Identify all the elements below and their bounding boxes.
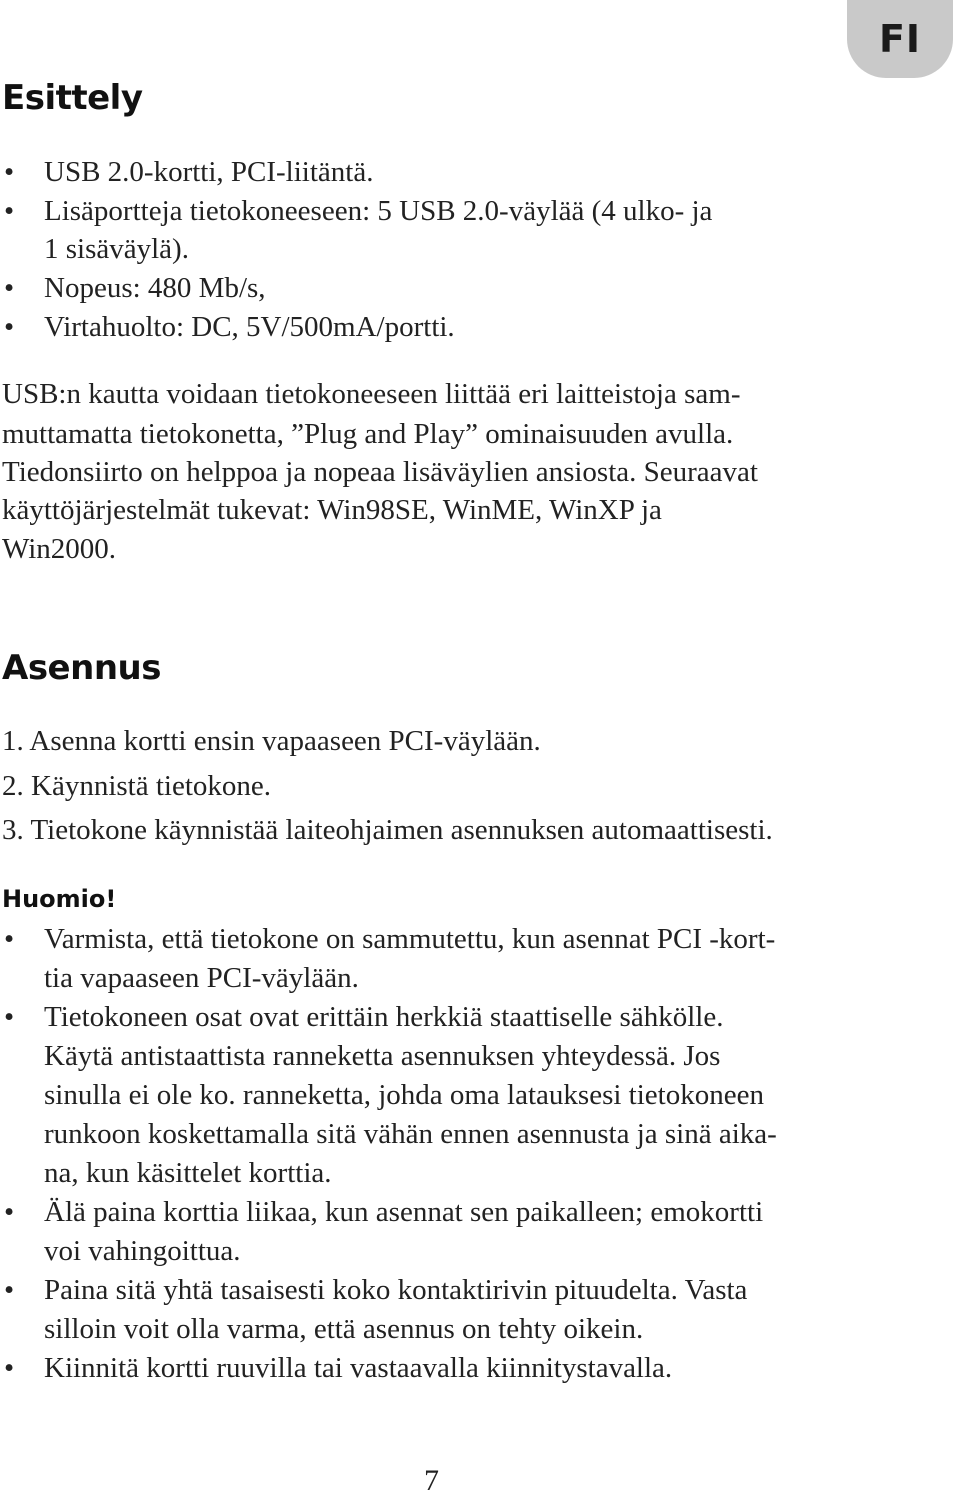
bullet-icon: • [4,1196,15,1228]
note-line: sinulla ei ole ko. ranneketta, johda oma latauksesi tietokoneen [44,1079,764,1111]
paragraph-line: käyttöjärjestelmät tukevat: Win98SE, WinME, WinXP ja [2,494,662,526]
page-number: 7 [424,1464,439,1495]
bullet-icon: • [4,1352,15,1384]
note-line: silloin voit olla varma, että asennus on tehty oikein. [44,1313,644,1345]
language-badge [847,0,953,78]
bullet-icon: • [4,1001,15,1033]
note-line: Kiinnitä kortti ruuvilla tai vastaavalla kiinnitystavalla. [44,1352,673,1384]
note-line: voi vahingoittua. [44,1235,241,1267]
feature-line: Virtahuolto: DC, 5V/500mA/portti. [44,311,455,343]
note-line: na, kun käsittelet korttia. [44,1157,332,1189]
feature-line: Nopeus: 480 Mb/s, [44,272,266,304]
bullet-icon: • [4,156,15,188]
feature-line: 1 sisäväylä). [44,233,189,265]
note-line: Tietokoneen osat ovat erittäin herkkiä staattiselle sähkölle. [44,1001,724,1033]
bullet-icon: • [4,195,15,227]
note-line: Varmista, että tietokone on sammutettu, kun asennat PCI -kort- [44,923,776,955]
paragraph-line: Win2000. [2,533,117,565]
paragraph-line: muttamatta tietokonetta, ”Plug and Play” ominaisuuden avulla. [2,418,734,450]
intro-heading: Esittely [2,78,143,118]
bullet-icon: • [4,1274,15,1306]
bullet-icon: • [4,272,15,304]
install-step: 1. Asenna kortti ensin vapaaseen PCI-väylään. [2,725,541,757]
language-badge-label: FI [878,17,922,61]
note-line: Paina sitä yhtä tasaisesti koko kontaktirivin pituudelta. Vasta [44,1274,748,1306]
feature-line: Lisäportteja tietokoneeseen: 5 USB 2.0-väylää (4 ulko- ja [44,195,713,227]
install-step: 3. Tietokone käynnistää laiteohjaimen asennuksen automaattisesti. [2,814,773,846]
note-line: Älä paina korttia liikaa, kun asennat sen paikalleen; emokortti [44,1196,764,1228]
note-line: runkoon koskettamalla sitä vähän ennen asennusta ja sinä aika- [44,1118,777,1150]
note-line: Käytä antistaattista ranneketta asennuksen yhteydessä. Jos [44,1040,721,1072]
install-step: 2. Käynnistä tietokone. [2,770,272,802]
install-heading: Asennus [2,648,161,688]
paragraph-line: USB:n kautta voidaan tietokoneeseen liittää eri laitteistoja sam- [2,378,741,410]
bullet-icon: • [4,311,15,343]
feature-line: USB 2.0-kortti, PCI-liitäntä. [44,156,374,188]
note-line: tia vapaaseen PCI-väylään. [44,962,359,994]
bullet-icon: • [4,923,15,955]
note-heading: Huomio! [2,885,117,913]
paragraph-line: Tiedonsiirto on helppoa ja nopeaa lisäväylien ansiosta. Seuraavat [2,456,758,488]
